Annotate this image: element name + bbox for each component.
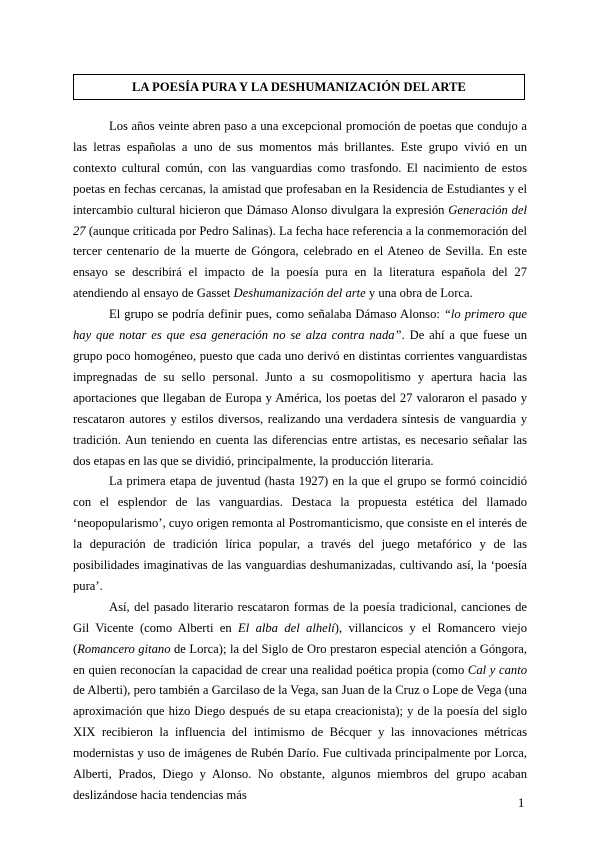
text-run: El grupo se podría definir pues, como señalaba Dámaso Alonso: [109, 307, 444, 322]
paragraph [73, 116, 527, 304]
text-run: (aunque criticada por Pedro Salinas). La fecha hace referencia a la conmemoración del tercer centenario de la muerte de Góngora, celebrado en el Ateneo de Sevilla. En este ensayo se describirá el impacto de la poesía pura en la literatura española del 27 atendiendo al ensayo de Gasset [73, 223, 527, 301]
paragraph [73, 304, 527, 471]
italic-text: Generación del 27 [73, 202, 527, 238]
document-body [73, 116, 527, 806]
page-number: 1 [518, 796, 525, 810]
text-run: ), villancicos y el Romancero viejo ( [73, 620, 528, 656]
italic-text: Cal y canto [467, 662, 528, 677]
document-title: LA POESÍA PURA Y LA DESHUMANIZACIÓN DEL ARTE [73, 74, 525, 100]
text-run: de Alberti), pero también a Garcilaso de la Vega, san Juan de la Cruz o Lope de Vega (una aproximación que hizo Diego después de su etapa creacionista); y de la poesía del siglo XIX recibieron la influencia del intimismo de Bécquer y las innovaciones métricas modernistas y uso de imágenes de Rubén Darío. Fue cultivada principalmente por Lorca, Alberti, Prados, Diego y Alonso. No obstante, algunos miembros del grupo acaban deslizándose hacia tendencias más [73, 683, 527, 802]
text-run: La primera etapa de juventud (hasta 1927) en la que el grupo se formó coincidió con el esplendor de las vanguardias. Destaca la propuesta estética del llamado ‘neopopularismo’, cuyo origen remonta al Postromanticismo, que consiste en el interés de la depuración de tradición lírica popular, a través del juego metafórico y de las posibilidades imaginativas de las vanguardias deshumanizadas, cultivando así, la ‘poesía pura’. [73, 474, 527, 593]
text-run: de Lorca); la del Siglo de Oro prestaron especial atención a Góngora, en quien reconocían la capacidad de crear una realidad poética propia (como [73, 641, 528, 677]
italic-text: Romancero gitano [77, 641, 171, 656]
paragraph [73, 471, 527, 596]
text-run: y una obra de Lorca. [365, 286, 473, 301]
text-run: . De ahí a que fuese un grupo poco homogéneo, puesto que cada uno derivó en distintas corrientes vanguardistas impregnadas de su sello personal. Junto a su cosmopolitismo y apertura hacia las aportaciones que llegaban de Europa y América, los poetas del 27 valoraron el pasado y rescataron autores y estilos diversos, realizando una verdadera síntesis de vanguardia y tradición. Aun teniendo en cuenta las diferencias entre artistas, es necesario señalar las dos etapas en las que se dividió, principalmente, la producción literaria. [73, 328, 527, 468]
italic-text: El alba del alhelí [238, 620, 335, 635]
italic-text: “lo primero que hay que notar es que esa generación no se alza contra nada” [73, 307, 527, 343]
paragraph [73, 597, 527, 806]
text-run: Los años veinte abren paso a una excepcional promoción de poetas que condujo a las letras españolas a uno de sus momentos más brillantes. Este grupo vivió en un contexto cultural común, con las vanguardias como trasfondo. El nacimiento de estos poetas en fechas cercanas, la amistad que profesaban en la Residencia de Estudiantes y el intercambio cultural hicieron que Dámaso Alonso divulgara la expresión [73, 119, 527, 217]
italic-text: Deshumanización del arte [233, 286, 366, 301]
text-run: Así, del pasado literario rescataron formas de la poesía tradicional, canciones de Gil Vicente (como Alberti en [73, 599, 527, 635]
